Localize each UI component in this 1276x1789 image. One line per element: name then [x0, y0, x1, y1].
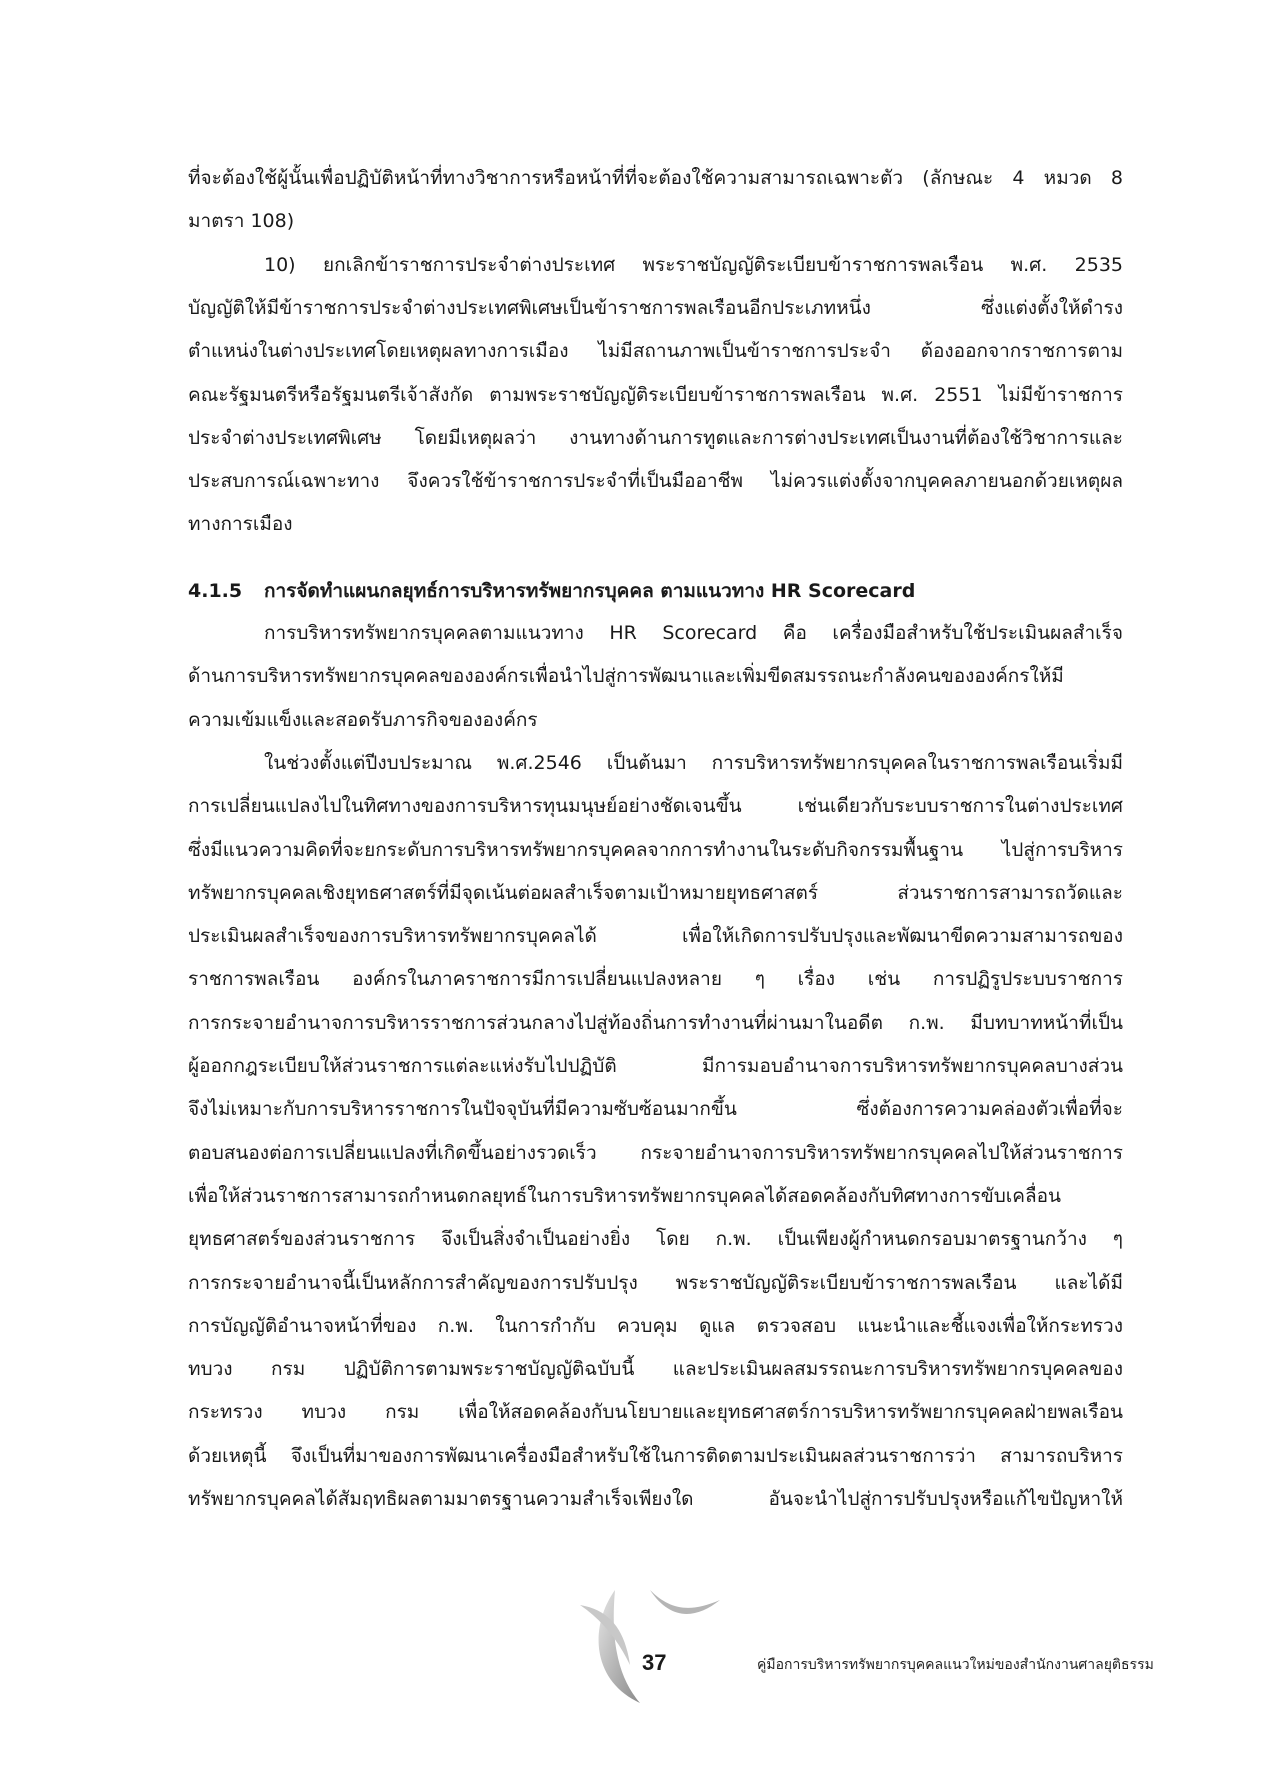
text-line: ซึ่งมีแนวความคิดที่จะยกระดับการบริหารทรัพยากรบุคคลจากการทำงานในระดับกิจกรรมพื้นฐาน ไปสู่การบริหาร [188, 838, 1123, 861]
text-line: ด้วยเหตุนี้ จึงเป็นที่มาของการพัฒนาเครื่องมือสำหรับใช้ในการติดตามประเมินผลส่วนราชการว่า สามารถบริหาร [188, 1444, 1123, 1467]
section-title: การจัดทำแผนกลยุทธ์การบริหารทรัพยากรบุคคล ตามแนวทาง HR Scorecard [264, 580, 916, 602]
text-line: การกระจายอำนาจนี้เป็นหลักการสำคัญของการปรับปรุง พระราชบัญญัติระเบียบข้าราชการพลเรือน และได้มี [188, 1271, 1123, 1294]
text-line: มาตรา 108) [188, 210, 295, 233]
page-number: 37 [642, 1650, 667, 1675]
text-line: ตอบสนองต่อการเปลี่ยนแปลงที่เกิดขึ้นอย่างรวดเร็ว กระจายอำนาจการบริหารทรัพยากรบุคคลไปให้ส่วนราชการ [188, 1141, 1123, 1164]
text-line: ที่จะต้องใช้ผู้นั้นเพื่อปฏิบัติหน้าที่ทางวิชาการหรือหน้าที่ที่จะต้องใช้ความสามารถเฉพาะตัว (ลักษณะ 4 หมวด 8 [188, 167, 1123, 189]
text-line: กระทรวง ทบวง กรม เพื่อให้สอดคล้องกับนโยบายและยุทธศาสตร์การบริหารทรัพยากรบุคคลฝ่ายพลเรือน [188, 1401, 1123, 1424]
text-line: การเปลี่ยนแปลงไปในทิศทางของการบริหารทุนมนุษย์อย่างชัดเจนขึ้น เช่นเดียวกับระบบราชการในต่างประเทศ [188, 795, 1123, 818]
text-line: จึงไม่เหมาะกับการบริหารราชการในปัจจุบันที่มีความซับซ้อนมากขึ้น ซึ่งต้องการความคล่องตัวเพื่อที่จะ [188, 1098, 1123, 1121]
text-line: เพื่อให้ส่วนราชการสามารถกำหนดกลยุทธ์ในการบริหารทรัพยากรบุคคลได้สอดคล้องกับทิศทางการขับเคลื่อน [188, 1184, 1061, 1207]
text-line: ยุทธศาสตร์ของส่วนราชการ จึงเป็นสิ่งจำเป็นอย่างยิ่ง โดย ก.พ. เป็นเพียงผู้กำหนดกรอบมาตรฐานกว้าง ๆ [188, 1228, 1123, 1251]
text-line: ประสบการณ์เฉพาะทาง จึงควรใช้ข้าราชการประจำที่เป็นมืออาชีพ ไม่ควรแต่งตั้งจากบุคคลภายนอกด้วยเหตุผล [188, 470, 1123, 493]
text-line: ทางการเมือง [188, 513, 293, 536]
text-line: ผู้ออกกฎระเบียบให้ส่วนราชการแต่ละแห่งรับไปปฏิบัติ มีการมอบอำนาจการบริหารทรัพยากรบุคคลบางส่วน [188, 1055, 1123, 1077]
footer-book-title: คู่มือการบริหารทรัพยากรบุคคลแนวใหม่ของสำนักงานศาลยุติธรรม [757, 1657, 1154, 1673]
text-line: การบริหารทรัพยากรบุคคลตามแนวทาง HR Scorecard คือ เครื่องมือสำหรับใช้ประเมินผลสำเร็จ [264, 622, 1123, 644]
text-line: บัญญัติให้มีข้าราชการประจำต่างประเทศพิเศษเป็นข้าราชการพลเรือนอีกประเภทหนึ่ง ซึ่งแต่งตั้งให้ดำรง [188, 296, 1123, 319]
section-number: 4.1.5 [188, 580, 243, 602]
section-heading [188, 570, 1123, 613]
text-line: คณะรัฐมนตรีหรือรัฐมนตรีเจ้าสังกัด ตามพระราชบัญญัติระเบียบข้าราชการพลเรือน พ.ศ. 2551 ไม่มีข้าราชการ [188, 383, 1123, 406]
text-line: ด้านการบริหารทรัพยากรบุคคลขององค์กรเพื่อนำไปสู่การพัฒนาและเพิ่มขีดสมรรถนะกำลังคนขององค์กรให้มี [188, 665, 1064, 688]
text-line: ความเข้มแข็งและสอดรับภารกิจขององค์กร [188, 708, 538, 731]
text-line: การกระจายอำนาจการบริหารราชการส่วนกลางไปสู่ท้องถิ่นการทำงานที่ผ่านมาในอดีต ก.พ. มีบทบาทหน้าที่เป็น [188, 1011, 1123, 1034]
text-line: ทรัพยากรบุคคลเชิงยุทธศาสตร์ที่มีจุดเน้นต่อผลสำเร็จตามเป้าหมายยุทธศาสตร์ ส่วนราชการสามารถวัดและ [188, 881, 1123, 904]
text-line: ราชการพลเรือน องค์กรในภาคราชการมีการเปลี่ยนแปลงหลาย ๆ เรื่อง เช่น การปฏิรูประบบราชการ [188, 968, 1123, 991]
text-line: 10) ยกเลิกข้าราชการประจำต่างประเทศ พระราชบัญญัติระเบียบข้าราชการพลเรือน พ.ศ. 2535 [264, 253, 1123, 276]
text-line: ทบวง กรม ปฏิบัติการตามพระราชบัญญัติฉบับนี้ และประเมินผลสมรรถนะการบริหารทรัพยากรบุคคลของ [188, 1358, 1123, 1381]
text-line: การบัญญัติอำนาจหน้าที่ของ ก.พ. ในการกำกับ ควบคุม ดูแล ตรวจสอบ แนะนำและชี้แจงเพื่อให้กระทรวง [188, 1314, 1123, 1337]
text-line: ตำแหน่งในต่างประเทศโดยเหตุผลทางการเมือง ไม่มีสถานภาพเป็นข้าราชการประจำ ต้องออกจากราชการตาม [188, 340, 1123, 363]
text-line: ทรัพยากรบุคคลได้สัมฤทธิผลตามมาตรฐานความสำเร็จเพียงใด อันจะนำไปสู่การปรับปรุงหรือแก้ไขปัญหาให้ [188, 1488, 1123, 1510]
text-line: ในช่วงตั้งแต่ปีงบประมาณ พ.ศ.2546 เป็นต้นมา การบริหารทรัพยากรบุคคลในราชการพลเรือนเริ่มมี [264, 751, 1123, 774]
text-line: ประเมินผลสำเร็จของการบริหารทรัพยากรบุคคลได้ เพื่อให้เกิดการปรับปรุงและพัฒนาขีดความสามารถของ [188, 925, 1123, 948]
text-line: ประจำต่างประเทศพิเศษ โดยมีเหตุผลว่า งานทางด้านการทูตและการต่างประเทศเป็นงานที่ต้องใช้วิชาการและ [188, 426, 1123, 449]
